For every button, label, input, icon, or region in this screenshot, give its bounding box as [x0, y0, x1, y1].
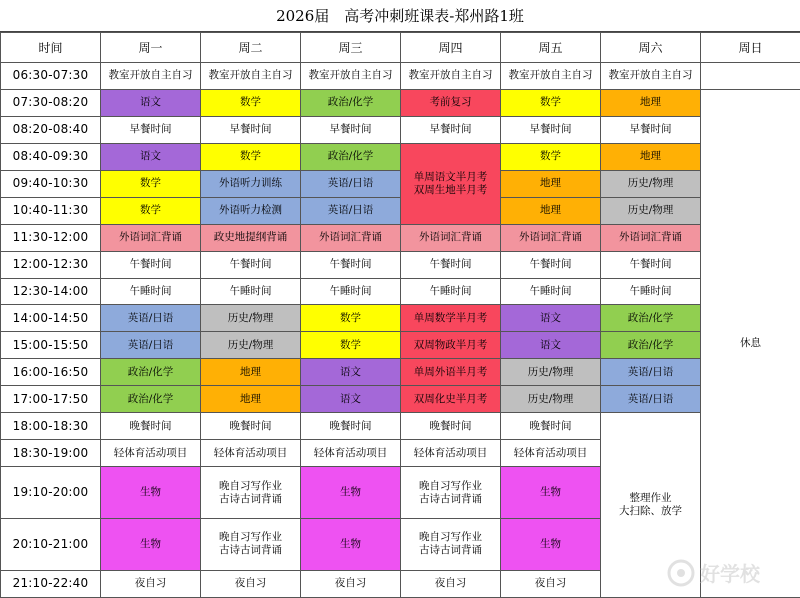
class-cell: 数学 — [501, 89, 601, 116]
class-cell: 地理 — [501, 170, 601, 197]
class-line: 晚自习写作业 — [419, 479, 482, 492]
time-cell: 16:00-16:50 — [1, 359, 101, 386]
class-cell: 夜自习 — [501, 570, 601, 597]
exam-line: 双周生地半月考 — [413, 183, 488, 196]
table-row — [1, 359, 800, 386]
class-cell: 夜自习 — [301, 570, 401, 597]
class-cell — [401, 467, 501, 519]
class-cell: 数学 — [301, 305, 401, 332]
class-cell: 外语听力训练 — [201, 170, 301, 197]
time-cell: 12:00-12:30 — [1, 251, 101, 278]
class-cell: 午睡时间 — [401, 278, 501, 305]
class-cell: 政史地提纲背诵 — [201, 224, 301, 251]
class-cell: 轻体育活动项目 — [201, 440, 301, 467]
table-row — [1, 224, 800, 251]
class-cell: 语文 — [301, 386, 401, 413]
class-cell: 地理 — [601, 143, 701, 170]
class-cell: 语文 — [501, 332, 601, 359]
class-cell: 双周物政半月考 — [401, 332, 501, 359]
header-thu: 周四 — [401, 33, 501, 63]
table-row — [1, 197, 800, 224]
header-sun: 周日 — [701, 33, 800, 63]
class-line: 晚自习写作业 — [419, 531, 482, 544]
class-cell: 地理 — [201, 386, 301, 413]
class-cell: 数学 — [201, 143, 301, 170]
class-cell: 晚餐时间 — [301, 413, 401, 440]
class-cell: 午餐时间 — [501, 251, 601, 278]
class-cell: 政治/化学 — [301, 89, 401, 116]
class-cell: 午睡时间 — [301, 278, 401, 305]
class-cell: 英语/日语 — [601, 386, 701, 413]
class-cell: 外语词汇背诵 — [401, 224, 501, 251]
class-cell: 数学 — [101, 170, 201, 197]
header-mon: 周一 — [101, 33, 201, 63]
time-cell: 15:00-15:50 — [1, 332, 101, 359]
class-cell: 地理 — [501, 197, 601, 224]
exam-line: 单周语文半月考 — [413, 170, 488, 183]
time-cell: 18:30-19:00 — [1, 440, 101, 467]
class-cell: 历史/物理 — [601, 197, 701, 224]
class-cell: 夜自习 — [401, 570, 501, 597]
class-cell: 生物 — [101, 467, 201, 519]
class-cell: 生物 — [101, 519, 201, 571]
class-cell: 早餐时间 — [101, 116, 201, 143]
timetable — [0, 32, 800, 598]
time-cell: 17:00-17:50 — [1, 386, 101, 413]
class-cell: 外语词汇背诵 — [501, 224, 601, 251]
table-row — [1, 116, 800, 143]
class-cell: 夜自习 — [101, 570, 201, 597]
class-cell: 教室开放自主自习 — [601, 63, 701, 90]
class-cell: 午餐时间 — [101, 251, 201, 278]
time-cell: 08:40-09:30 — [1, 143, 101, 170]
class-cell: 晚餐时间 — [201, 413, 301, 440]
class-cell: 数学 — [501, 143, 601, 170]
class-cell: 早餐时间 — [601, 116, 701, 143]
time-cell: 20:10-21:00 — [1, 519, 101, 571]
class-cell: 早餐时间 — [201, 116, 301, 143]
class-cell: 生物 — [301, 467, 401, 519]
class-cell: 轻体育活动项目 — [401, 440, 501, 467]
class-cell: 地理 — [601, 89, 701, 116]
table-row — [1, 386, 800, 413]
header-wed: 周三 — [301, 33, 401, 63]
time-cell: 06:30-07:30 — [1, 63, 101, 90]
class-cell: 夜自习 — [201, 570, 301, 597]
class-cell: 语文 — [501, 305, 601, 332]
table-row — [1, 63, 800, 90]
page-title: 2026届 高考冲刺班课表-郑州路1班 — [0, 0, 800, 32]
class-cell: 教室开放自主自习 — [501, 63, 601, 90]
class-cell: 单周外语半月考 — [401, 359, 501, 386]
class-cell: 数学 — [201, 89, 301, 116]
header-tue: 周二 — [201, 33, 301, 63]
class-cell: 午餐时间 — [401, 251, 501, 278]
class-cell: 轻体育活动项目 — [501, 440, 601, 467]
class-cell: 晚餐时间 — [401, 413, 501, 440]
class-line: 古诗古词背诵 — [419, 544, 482, 557]
class-cell: 历史/物理 — [201, 305, 301, 332]
header-fri: 周五 — [501, 33, 601, 63]
class-cell: 外语听力检测 — [201, 197, 301, 224]
class-cell: 午餐时间 — [201, 251, 301, 278]
class-cell: 生物 — [501, 467, 601, 519]
class-cell: 政治/化学 — [301, 143, 401, 170]
class-cell: 历史/物理 — [501, 359, 601, 386]
class-cell: 轻体育活动项目 — [101, 440, 201, 467]
header-sat: 周六 — [601, 33, 701, 63]
time-cell: 12:30-14:00 — [1, 278, 101, 305]
class-cell — [201, 519, 301, 571]
time-cell: 21:10-22:40 — [1, 570, 101, 597]
class-cell: 语文 — [101, 89, 201, 116]
class-cell: 晚餐时间 — [501, 413, 601, 440]
table-row — [1, 89, 800, 116]
header-row — [1, 33, 800, 63]
class-cell: 地理 — [201, 359, 301, 386]
class-line: 古诗古词背诵 — [219, 544, 282, 557]
class-line: 古诗古词背诵 — [219, 492, 282, 505]
class-cell: 教室开放自主自习 — [301, 63, 401, 90]
class-cell: 历史/物理 — [601, 170, 701, 197]
class-cell: 英语/日语 — [101, 305, 201, 332]
table-row — [1, 278, 800, 305]
thursday-exam-cell — [401, 143, 501, 224]
class-cell: 英语/日语 — [101, 332, 201, 359]
class-cell: 早餐时间 — [401, 116, 501, 143]
class-cell: 教室开放自主自习 — [101, 63, 201, 90]
class-cell: 轻体育活动项目 — [301, 440, 401, 467]
class-cell: 午睡时间 — [201, 278, 301, 305]
class-cell: 外语词汇背诵 — [301, 224, 401, 251]
class-cell: 午睡时间 — [601, 278, 701, 305]
class-cell: 数学 — [101, 197, 201, 224]
class-line: 晚自习写作业 — [219, 531, 282, 544]
time-cell: 08:20-08:40 — [1, 116, 101, 143]
class-cell: 早餐时间 — [301, 116, 401, 143]
sat-evening-line: 大扫除、放学 — [619, 505, 682, 518]
class-cell: 政治/化学 — [101, 386, 201, 413]
watermark-text: 好学校 — [700, 562, 760, 586]
class-cell: 单周数学半月考 — [401, 305, 501, 332]
class-cell: 午餐时间 — [301, 251, 401, 278]
time-cell: 14:00-14:50 — [1, 305, 101, 332]
class-cell: 语文 — [101, 143, 201, 170]
table-row — [1, 143, 800, 170]
class-cell: 午睡时间 — [101, 278, 201, 305]
table-row — [1, 332, 800, 359]
header-time: 时间 — [1, 33, 101, 63]
saturday-evening-cell — [601, 413, 701, 598]
class-cell: 教室开放自主自习 — [401, 63, 501, 90]
time-cell: 11:30-12:00 — [1, 224, 101, 251]
class-cell: 数学 — [301, 332, 401, 359]
time-cell: 09:40-10:30 — [1, 170, 101, 197]
table-row — [1, 170, 800, 197]
time-cell: 18:00-18:30 — [1, 413, 101, 440]
class-cell: 语文 — [301, 359, 401, 386]
class-cell: 午餐时间 — [601, 251, 701, 278]
class-cell: 英语/日语 — [301, 170, 401, 197]
time-cell: 07:30-08:20 — [1, 89, 101, 116]
time-cell: 10:40-11:30 — [1, 197, 101, 224]
class-line: 晚自习写作业 — [219, 479, 282, 492]
class-cell: 英语/日语 — [601, 359, 701, 386]
class-cell: 政治/化学 — [101, 359, 201, 386]
sat-evening-line: 整理作业 — [629, 492, 672, 505]
class-cell: 教室开放自主自习 — [201, 63, 301, 90]
class-cell: 政治/化学 — [601, 332, 701, 359]
class-cell: 历史/物理 — [201, 332, 301, 359]
class-line: 古诗古词背诵 — [419, 492, 482, 505]
class-cell: 外语词汇背诵 — [101, 224, 201, 251]
class-cell: 早餐时间 — [501, 116, 601, 143]
class-cell: 历史/物理 — [501, 386, 601, 413]
class-cell: 生物 — [501, 519, 601, 571]
sunday-empty-cell — [701, 63, 800, 90]
class-cell: 外语词汇背诵 — [601, 224, 701, 251]
table-row — [1, 305, 800, 332]
class-cell: 考前复习 — [401, 89, 501, 116]
class-cell: 政治/化学 — [601, 305, 701, 332]
table-row — [1, 251, 800, 278]
time-cell: 19:10-20:00 — [1, 467, 101, 519]
class-cell: 午睡时间 — [501, 278, 601, 305]
class-cell: 英语/日语 — [301, 197, 401, 224]
class-cell: 双周化史半月考 — [401, 386, 501, 413]
sunday-rest-cell: 休息 — [701, 89, 800, 597]
class-cell: 生物 — [301, 519, 401, 571]
class-cell: 晚餐时间 — [101, 413, 201, 440]
class-cell — [201, 467, 301, 519]
table-row — [1, 413, 800, 440]
class-cell — [401, 519, 501, 571]
